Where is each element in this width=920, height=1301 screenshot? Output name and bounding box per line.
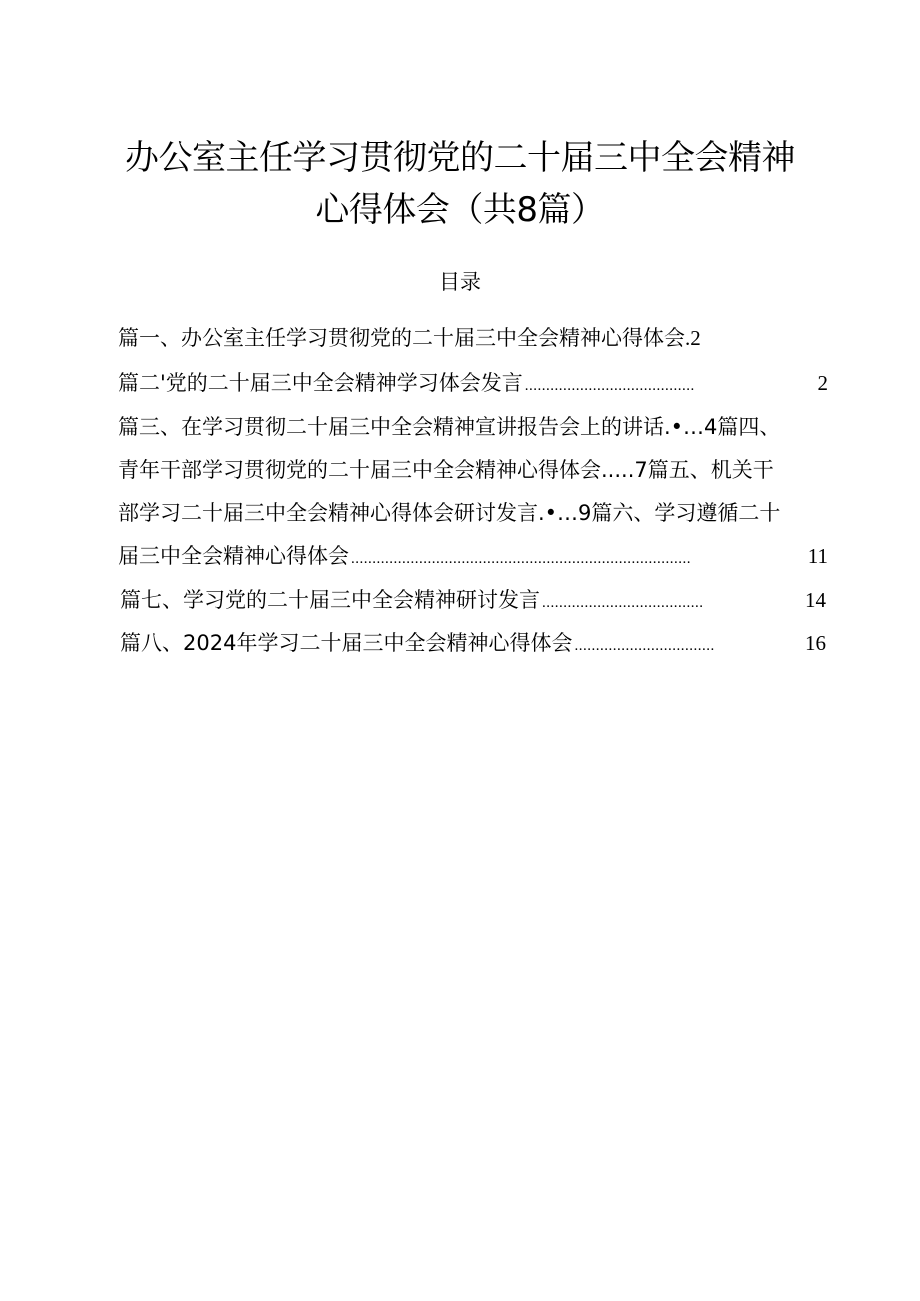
toc-heading: 目录 — [439, 270, 481, 294]
toc-entry-label: 篇一、办公室主任学习贯彻党的二十届三中全会精神心得体会 — [118, 326, 685, 350]
toc-entry-page: .2 — [685, 326, 701, 350]
document-title-line-1: 办公室主任学习贯彻党的二十届三中全会精神 — [125, 138, 795, 178]
toc-entry-4-line[interactable]: 青年干部学习贯彻党的二十届三中全会精神心得体会.....7篇五、机关干 — [118, 458, 774, 482]
toc-entry-1[interactable] — [118, 323, 701, 353]
toc-entry-label: 篇八、2024年学习二十届三中全会精神心得体会 — [120, 631, 573, 655]
toc-entry-6[interactable] — [118, 541, 828, 571]
toc-entry-5-line[interactable]: 部学习二十届三中全会精神心得体会研讨发言.•…9篇六、学习遵循二十 — [118, 501, 781, 525]
toc-leader-dots: ........................................ — [524, 378, 695, 394]
toc-entry-label: 篇二'党的二十届三中全会精神学习体会发言 — [118, 371, 523, 395]
toc-entry-label: 届三中全会精神心得体会 — [118, 544, 349, 568]
toc-entry-8[interactable] — [120, 628, 826, 658]
toc-leader-dots: ................................................................................ — [351, 551, 691, 567]
toc-entry-label: 篇七、学习党的二十届三中全会精神研讨发言 — [120, 588, 540, 612]
toc-entry-3-line[interactable]: 篇三、在学习贯彻二十届三中全会精神宣讲报告会上的讲话.•…4篇四、 — [118, 415, 781, 439]
toc-leader-dots: ...................................... — [542, 595, 704, 611]
toc-entry-7[interactable] — [120, 585, 826, 615]
toc-entry-page: 2 — [817, 371, 828, 395]
toc-entry-page: 16 — [805, 631, 826, 655]
toc-entry-page: 14 — [805, 588, 826, 612]
toc-leader-dots: ................................. — [574, 638, 715, 654]
toc-entry-2[interactable] — [118, 368, 828, 398]
toc-entry-page: 11 — [807, 544, 828, 568]
document-title-line-2: 心得体会（共8篇） — [315, 190, 605, 230]
